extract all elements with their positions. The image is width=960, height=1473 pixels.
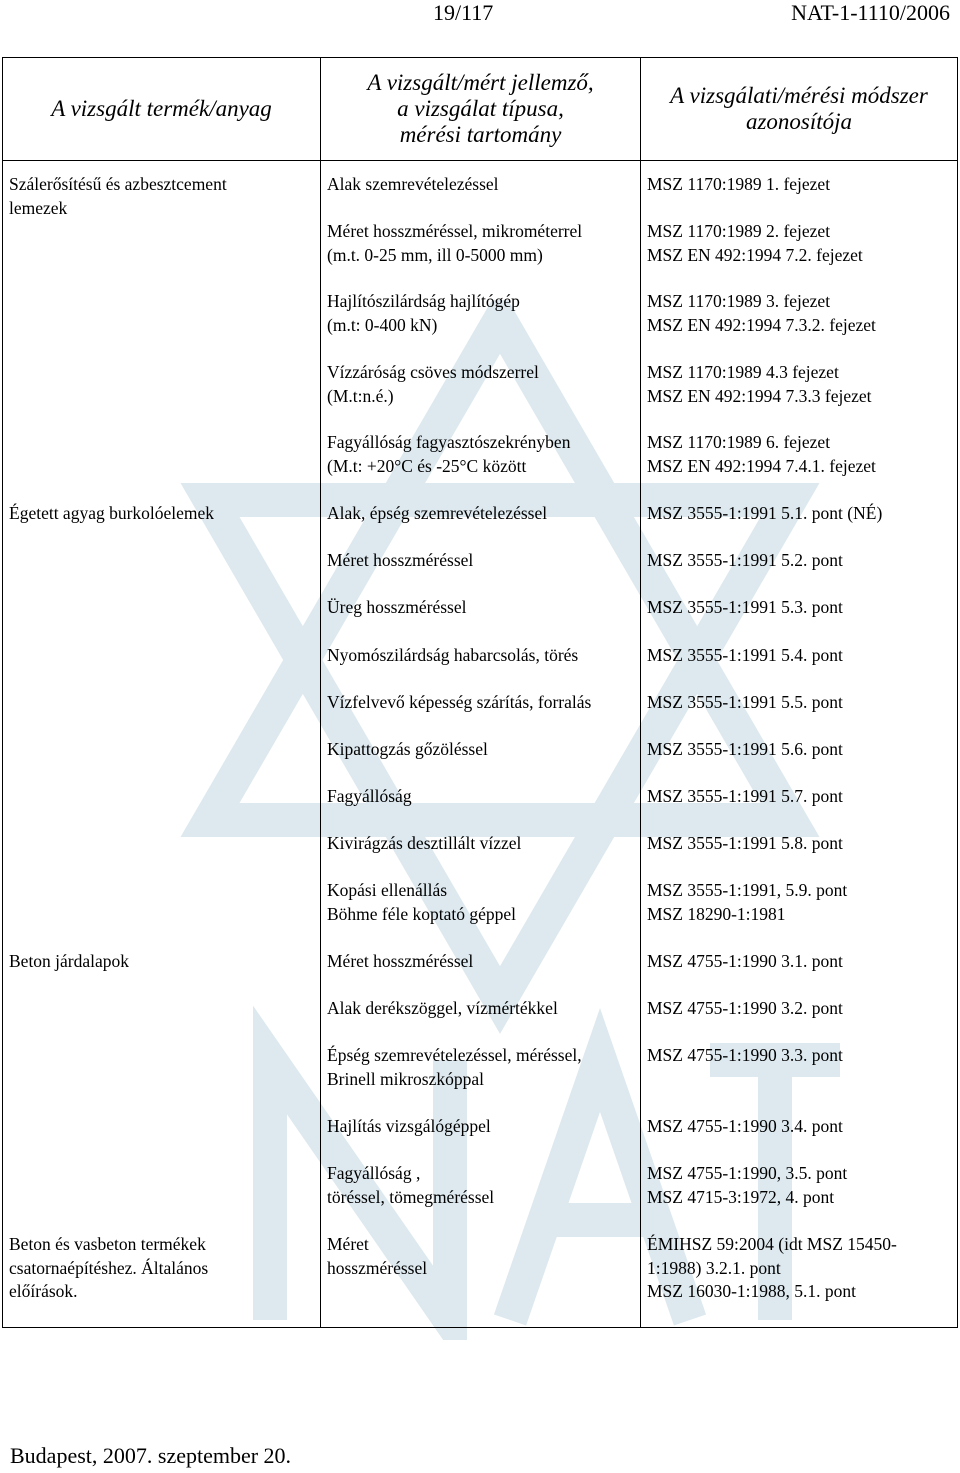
method-entry: ÉMIHSZ 59:2004 (idt MSZ 15450- 1:1988) 3.2.1. pont MSZ 16030-1:1988, 5.1. pont [647, 1234, 897, 1301]
method-entry: MSZ 3555-1:1991 5.7. pont [647, 786, 843, 806]
method-entry: MSZ 4755-1:1990, 3.5. pont MSZ 4715-3:1972, 4. pont [647, 1163, 848, 1207]
accreditation-table [2, 57, 958, 1328]
characteristic-entry: Nyomószilárdság habarcsolás, törés [327, 645, 579, 665]
method-entry: MSZ 4755-1:1990 3.1. pont [647, 951, 843, 971]
product-entry: Beton és vasbeton termékek csatornaépítéshez. Általános előírások. [9, 1234, 209, 1301]
characteristic-entry: Alak szemrevételezéssel [327, 174, 499, 194]
characteristic-entry: Fagyállóság , töréssel, tömegméréssel [327, 1163, 495, 1207]
characteristic-entry: Méret hosszméréssel [327, 1234, 428, 1278]
page-number: 19/117 [433, 0, 494, 25]
document-code: NAT-1-1110/2006 [791, 0, 950, 25]
column-header-method: A vizsgálati/mérési módszer azonosítója [641, 58, 958, 161]
characteristic-entry: Alak derékszöggel, vízmértékkel [327, 998, 558, 1018]
method-entry: MSZ 3555-1:1991 5.6. pont [647, 739, 843, 759]
products-column [3, 161, 321, 1328]
characteristics-column [321, 161, 641, 1328]
characteristic-entry: Hajlítás vizsgálógéppel [327, 1116, 491, 1136]
characteristic-entry: Méret hosszméréssel [327, 951, 474, 971]
column-header-characteristic: A vizsgált/mért jellemző, a vizsgálat típusa, mérési tartomány [321, 58, 641, 161]
method-entry: MSZ 3555-1:1991 5.5. pont [647, 692, 843, 712]
method-entry: MSZ 1170:1989 6. fejezet MSZ EN 492:1994 7.4.1. fejezet [647, 432, 876, 476]
characteristic-entry: Alak, épség szemrevételezéssel [327, 503, 548, 523]
characteristic-entry: Kivirágzás desztillált vízzel [327, 833, 522, 853]
product-entry: Égetett agyag burkolóelemek [9, 503, 215, 523]
method-entry: MSZ 3555-1:1991 5.2. pont [647, 550, 843, 570]
method-entry: MSZ 3555-1:1991, 5.9. pont MSZ 18290-1:1981 [647, 880, 848, 924]
method-entry: MSZ 3555-1:1991 5.4. pont [647, 645, 843, 665]
characteristic-entry: Fagyállóság fagyasztószekrényben (M.t: +20°C és -25°C között [327, 432, 571, 476]
product-entry: Beton járdalapok [9, 951, 130, 971]
method-entry: MSZ 1170:1989 1. fejezet [647, 174, 831, 194]
footer-date: Budapest, 2007. szeptember 20. [10, 1443, 292, 1468]
characteristic-entry: Üreg hosszméréssel [327, 597, 467, 617]
column-header-product: A vizsgált termék/anyag [3, 58, 321, 161]
method-entry: MSZ 4755-1:1990 3.3. pont [647, 1045, 843, 1065]
characteristic-entry: Hajlítószilárdság hajlítógép (m.t: 0-400 kN) [327, 291, 520, 335]
characteristic-entry: Méret hosszméréssel, mikrométerrel (m.t. 0-25 mm, ill 0-5000 mm) [327, 221, 583, 265]
method-entry: MSZ 4755-1:1990 3.4. pont [647, 1116, 843, 1136]
characteristic-entry: Vízfelvevő képesség szárítás, forralás [327, 692, 592, 712]
method-entry: MSZ 3555-1:1991 5.1. pont (NÉ) [647, 503, 883, 523]
method-entry: MSZ 1170:1989 4.3 fejezet MSZ EN 492:1994 7.3.3 fejezet [647, 362, 872, 406]
characteristic-entry: Épség szemrevételezéssel, méréssel, Brinell mikroszkóppal [327, 1045, 582, 1089]
characteristic-entry: Kipattogzás gőzöléssel [327, 739, 488, 759]
characteristic-entry: Kopási ellenállás Böhme féle koptató géppel [327, 880, 517, 924]
method-entry: MSZ 3555-1:1991 5.8. pont [647, 833, 843, 853]
characteristic-entry: Vízzáróság csöves módszerrel (M.t:n.é.) [327, 362, 539, 406]
method-entry: MSZ 3555-1:1991 5.3. pont [647, 597, 843, 617]
characteristic-entry: Fagyállóság [327, 786, 412, 806]
product-entry: Szálerősítésű és azbesztcement lemezek [9, 174, 227, 218]
method-entry: MSZ 1170:1989 3. fejezet MSZ EN 492:1994 7.3.2. fejezet [647, 291, 876, 335]
characteristic-entry: Méret hosszméréssel [327, 550, 474, 570]
method-entry: MSZ 4755-1:1990 3.2. pont [647, 998, 843, 1018]
method-entry: MSZ 1170:1989 2. fejezet MSZ EN 492:1994 7.2. fejezet [647, 221, 863, 265]
methods-column [641, 161, 958, 1328]
